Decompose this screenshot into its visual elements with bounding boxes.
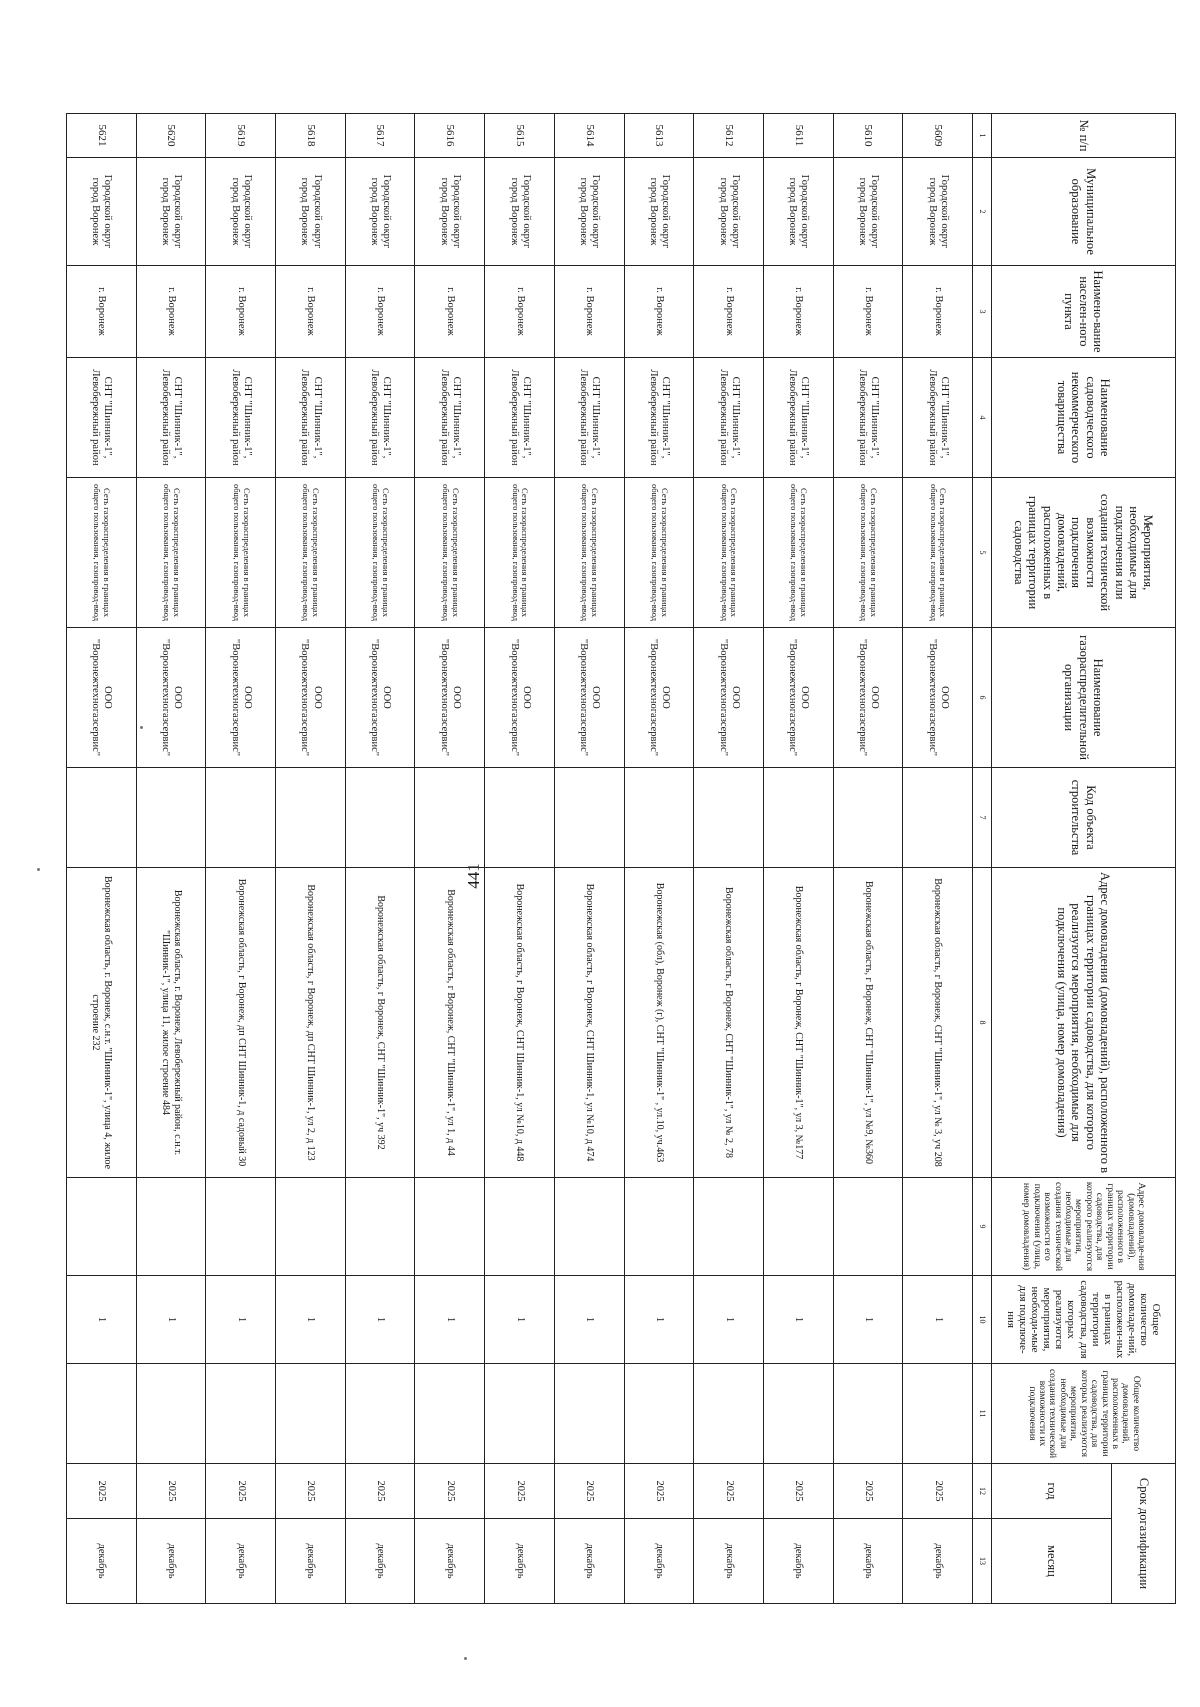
address-cell: Воронежская область, г Воронеж, дп СНТ Шинник-1, д садовый 30 xyxy=(206,868,276,1178)
object-code-cell xyxy=(833,768,903,868)
count-capability-cell xyxy=(276,1364,346,1464)
measures-cell: Сеть газораспределения в границах общего пользования, газопровод-ввод xyxy=(276,478,346,628)
address-capability-cell xyxy=(136,1178,206,1276)
month-cell: декабрь xyxy=(903,1519,973,1604)
year-cell: 2025 xyxy=(345,1464,415,1519)
count-cell: 1 xyxy=(903,1276,973,1364)
address-cell: Воронежская (обл), Воронеж (г), СНТ "Шинник-1" , ул.10, уч.463 xyxy=(624,868,694,1178)
header-object-code: Код объекта строительства xyxy=(992,768,1176,868)
measures-cell: Сеть газораспределения в границах общего пользования, газопровод-ввод xyxy=(763,478,833,628)
municipality-cell: Городской округ город Воронеж xyxy=(206,158,276,266)
header-count-connection: Общее количество домовладе-ний, расположен-ных в границах территории садоводства, для которых реализуются мероприятия, необходи-мые для подключе-ния xyxy=(992,1276,1176,1364)
snt-cell: СНТ "Шинник-1", Левобережный район xyxy=(345,358,415,478)
snt-cell: СНТ "Шинник-1", Левобережный район xyxy=(554,358,624,478)
address-cell: Воронежская область, г Воронеж, СНТ "Шинник-1", ул № 3, уч 208 xyxy=(903,868,973,1178)
object-code-cell xyxy=(206,768,276,868)
header-address-capability: Адрес домовладе-ния (домовладений), расположенного в границах территории садоводства, для которого реализуются мероприятия, необходимые для создания технической возможности его подключения (улица, номер домовладения) xyxy=(992,1178,1176,1276)
measures-cell: Сеть газораспределения в границах общего пользования, газопровод-ввод xyxy=(624,478,694,628)
address-capability-cell xyxy=(415,1178,485,1276)
measures-cell: Сеть газораспределения в границах общего пользования, газопровод-ввод xyxy=(833,478,903,628)
count-cell: 1 xyxy=(67,1276,137,1364)
column-number-cell: 5 xyxy=(973,478,992,628)
object-code-cell xyxy=(694,768,764,868)
settlement-cell: г. Воронеж xyxy=(415,266,485,358)
row-number-cell: 5610 xyxy=(833,114,903,158)
measures-cell: Сеть газораспределения в границах общего пользования, газопровод-ввод xyxy=(206,478,276,628)
column-number-cell: 3 xyxy=(973,266,992,358)
settlement-cell: г. Воронеж xyxy=(276,266,346,358)
count-capability-cell xyxy=(554,1364,624,1464)
column-number-cell: 4 xyxy=(973,358,992,478)
settlement-cell: г. Воронеж xyxy=(206,266,276,358)
scan-speck xyxy=(37,868,40,871)
count-cell: 1 xyxy=(833,1276,903,1364)
municipality-cell: Городской округ город Воронеж xyxy=(903,158,973,266)
month-cell: декабрь xyxy=(345,1519,415,1604)
month-cell: декабрь xyxy=(833,1519,903,1604)
snt-cell: СНТ "Шинник-1", Левобережный район xyxy=(415,358,485,478)
page-number-text: 441 xyxy=(464,863,483,889)
row-number-cell: 5613 xyxy=(624,114,694,158)
municipality-cell: Городской округ город Воронеж xyxy=(136,158,206,266)
measures-cell: Сеть газораспределения в границах общего пользования, газопровод-ввод xyxy=(485,478,555,628)
object-code-cell xyxy=(67,768,137,868)
municipality-cell: Городской округ город Воронеж xyxy=(554,158,624,266)
count-capability-cell xyxy=(624,1364,694,1464)
address-capability-cell xyxy=(554,1178,624,1276)
municipality-cell: Городской округ город Воронеж xyxy=(763,158,833,266)
gas-org-cell: ООО "Воронежтехногазсервис" xyxy=(485,628,555,768)
address-cell: Воронежская область, г Воронеж, дп СНТ Шинник-1, ул 2, д 123 xyxy=(276,868,346,1178)
year-cell: 2025 xyxy=(206,1464,276,1519)
column-number-cell: 12 xyxy=(973,1464,992,1519)
gas-org-cell: ООО "Воронежтехногазсервис" xyxy=(833,628,903,768)
measures-cell: Сеть газораспределения в границах общего пользования, газопровод-ввод xyxy=(415,478,485,628)
measures-cell: Сеть газораспределения в границах общего пользования, газопровод-ввод xyxy=(903,478,973,628)
month-cell: декабрь xyxy=(276,1519,346,1604)
count-cell: 1 xyxy=(554,1276,624,1364)
month-cell: декабрь xyxy=(67,1519,137,1604)
measures-cell: Сеть газораспределения в границах общего пользования, газопровод-ввод xyxy=(345,478,415,628)
municipality-cell: Городской округ город Воронеж xyxy=(485,158,555,266)
gas-org-cell: ООО "Воронежтехногазсервис" xyxy=(276,628,346,768)
municipality-cell: Городской округ город Воронеж xyxy=(694,158,764,266)
settlement-cell: г. Воронеж xyxy=(624,266,694,358)
count-capability-cell xyxy=(415,1364,485,1464)
measures-cell: Сеть газораспределения в границах общего пользования, газопровод-ввод xyxy=(554,478,624,628)
gas-org-cell: ООО "Воронежтехногазсервис" xyxy=(136,628,206,768)
measures-cell: Сеть газораспределения в границах общего пользования, газопровод-ввод xyxy=(136,478,206,628)
object-code-cell xyxy=(554,768,624,868)
table-row xyxy=(485,114,555,1604)
table-row xyxy=(694,114,764,1604)
object-code-cell xyxy=(415,768,485,868)
address-capability-cell xyxy=(903,1178,973,1276)
gas-org-cell: ООО "Воронежтехногазсервис" xyxy=(624,628,694,768)
settlement-cell: г. Воронеж xyxy=(554,266,624,358)
count-capability-cell xyxy=(763,1364,833,1464)
header-count-capability: Общее количество домовладений, расположенных в границах территории садоводства, для которых реализуются мероприятия, необходимые для создания технической возможности их подключения xyxy=(992,1364,1176,1464)
settlement-cell: г. Воронеж xyxy=(903,266,973,358)
address-cell: Воронежская область, г Воронеж, СНТ "Шинник-1", ул 3, №177 xyxy=(763,868,833,1178)
year-cell: 2025 xyxy=(276,1464,346,1519)
month-cell: декабрь xyxy=(206,1519,276,1604)
table-row xyxy=(67,114,137,1604)
table-row xyxy=(903,114,973,1604)
address-cell: Воронежская область, г Воронеж, СНТ "Шинник-1", ул 1, д 44 xyxy=(415,868,485,1178)
year-cell: 2025 xyxy=(903,1464,973,1519)
count-capability-cell xyxy=(345,1364,415,1464)
month-cell: декабрь xyxy=(136,1519,206,1604)
column-number-cell: 11 xyxy=(973,1364,992,1464)
settlement-cell: г. Воронеж xyxy=(485,266,555,358)
address-cell: Воронежская область, г Воронеж, СНТ "Шинник-1", ул №9, №360 xyxy=(833,868,903,1178)
address-capability-cell xyxy=(763,1178,833,1276)
column-number-cell: 8 xyxy=(973,868,992,1178)
gas-org-cell: ООО "Воронежтехногазсервис" xyxy=(206,628,276,768)
row-number-cell: 5609 xyxy=(903,114,973,158)
count-capability-cell xyxy=(833,1364,903,1464)
row-number-cell: 5621 xyxy=(67,114,137,158)
table-row xyxy=(624,114,694,1604)
row-number-cell: 5615 xyxy=(485,114,555,158)
municipality-cell: Городской округ город Воронеж xyxy=(833,158,903,266)
count-cell: 1 xyxy=(485,1276,555,1364)
table-row xyxy=(763,114,833,1604)
count-capability-cell xyxy=(206,1364,276,1464)
address-capability-cell xyxy=(694,1178,764,1276)
year-cell: 2025 xyxy=(67,1464,137,1519)
settlement-cell: г. Воронеж xyxy=(345,266,415,358)
settlement-cell: г. Воронеж xyxy=(694,266,764,358)
snt-cell: СНТ "Шинник-1", Левобережный район xyxy=(624,358,694,478)
year-cell: 2025 xyxy=(763,1464,833,1519)
municipality-cell: Городской округ город Воронеж xyxy=(276,158,346,266)
count-cell: 1 xyxy=(136,1276,206,1364)
count-cell: 1 xyxy=(694,1276,764,1364)
object-code-cell xyxy=(624,768,694,868)
gas-org-cell: ООО "Воронежтехногазсервис" xyxy=(415,628,485,768)
year-cell: 2025 xyxy=(415,1464,485,1519)
gas-org-cell: ООО "Воронежтехногазсервис" xyxy=(345,628,415,768)
column-number-cell: 7 xyxy=(973,768,992,868)
snt-cell: СНТ "Шинник-1", Левобережный район xyxy=(136,358,206,478)
month-cell: декабрь xyxy=(694,1519,764,1604)
header-row-number: № п/п xyxy=(992,114,1176,158)
address-cell: Воронежская область, г Воронеж, СНТ Шинник-1, ул №10, д 474 xyxy=(554,868,624,1178)
address-capability-cell xyxy=(833,1178,903,1276)
table-row xyxy=(415,114,485,1604)
table-row xyxy=(345,114,415,1604)
document-table-area xyxy=(66,113,1176,1603)
address-cell: Воронежская область, г. Воронеж, Левобережный район, с.н.т. "Шинник-1", улица 11, жилое строение 484 xyxy=(136,868,206,1178)
count-cell: 1 xyxy=(345,1276,415,1364)
row-number-cell: 5619 xyxy=(206,114,276,158)
month-cell: декабрь xyxy=(763,1519,833,1604)
municipality-cell: Городской округ город Воронеж xyxy=(345,158,415,266)
column-number-cell: 9 xyxy=(973,1178,992,1276)
snt-cell: СНТ "Шинник-1", Левобережный район xyxy=(833,358,903,478)
settlement-cell: г. Воронеж xyxy=(833,266,903,358)
gas-org-cell: ООО "Воронежтехногазсервис" xyxy=(763,628,833,768)
address-capability-cell xyxy=(206,1178,276,1276)
address-cell: Воронежская область, г. Воронеж, с.н.т. "Шинник-1", улица 4, жилое строение 232 xyxy=(67,868,137,1178)
snt-cell: СНТ "Шинник-1", Левобережный район xyxy=(763,358,833,478)
header-municipality: Муниципальное образование xyxy=(992,158,1176,266)
month-cell: декабрь xyxy=(485,1519,555,1604)
row-number-cell: 5612 xyxy=(694,114,764,158)
object-code-cell xyxy=(763,768,833,868)
column-number-cell: 10 xyxy=(973,1276,992,1364)
header-snt: Наименование садоводческого некоммерческого товарищества xyxy=(992,358,1176,478)
table-row xyxy=(833,114,903,1604)
count-capability-cell xyxy=(67,1364,137,1464)
address-cell: Воронежская область, г Воронеж, СНТ "Шинник-1", уч 392 xyxy=(345,868,415,1178)
gas-org-cell: ООО "Воронежтехногазсервис" xyxy=(903,628,973,768)
address-cell: Воронежская область, г Воронеж, СНТ "Шинник-1", ул № 2, 78 xyxy=(694,868,764,1178)
settlement-cell: г. Воронеж xyxy=(136,266,206,358)
measures-cell: Сеть газораспределения в границах общего пользования, газопровод-ввод xyxy=(67,478,137,628)
table-row xyxy=(206,114,276,1604)
object-code-cell xyxy=(485,768,555,868)
snt-cell: СНТ "Шинник-1", Левобережный район xyxy=(485,358,555,478)
snt-cell: СНТ "Шинник-1", Левобережный район xyxy=(206,358,276,478)
count-cell: 1 xyxy=(206,1276,276,1364)
municipality-cell: Городской округ город Воронеж xyxy=(415,158,485,266)
settlement-cell: г. Воронеж xyxy=(763,266,833,358)
snt-cell: СНТ "Шинник-1", Левобережный район xyxy=(694,358,764,478)
count-capability-cell xyxy=(903,1364,973,1464)
table-row xyxy=(276,114,346,1604)
row-number-cell: 5617 xyxy=(345,114,415,158)
scan-speck xyxy=(464,1657,467,1660)
gasification-table xyxy=(66,113,1176,1604)
column-number-cell: 2 xyxy=(973,158,992,266)
year-cell: 2025 xyxy=(833,1464,903,1519)
row-number-cell: 5616 xyxy=(415,114,485,158)
header-deadline: Срок догазификации xyxy=(1112,1464,1176,1604)
address-capability-cell xyxy=(345,1178,415,1276)
header-gas-org: Наименование газораспределительной организации xyxy=(992,628,1176,768)
header-address-connection: Адрес домовладения (домовладений), расположенного в границах территории садоводства, для которого реализуются мероприятия, необходимые для подключения (улица, номер домовладения) xyxy=(992,868,1176,1178)
settlement-cell: г. Воронеж xyxy=(67,266,137,358)
row-number-cell: 5611 xyxy=(763,114,833,158)
address-capability-cell xyxy=(485,1178,555,1276)
municipality-cell: Городской округ город Воронеж xyxy=(67,158,137,266)
snt-cell: СНТ "Шинник-1", Левобережный район xyxy=(276,358,346,478)
column-number-cell: 6 xyxy=(973,628,992,768)
year-cell: 2025 xyxy=(694,1464,764,1519)
table-row xyxy=(554,114,624,1604)
object-code-cell xyxy=(903,768,973,868)
count-capability-cell xyxy=(694,1364,764,1464)
gas-org-cell: ООО "Воронежтехногазсервис" xyxy=(694,628,764,768)
count-cell: 1 xyxy=(415,1276,485,1364)
object-code-cell xyxy=(345,768,415,868)
year-cell: 2025 xyxy=(485,1464,555,1519)
count-capability-cell xyxy=(136,1364,206,1464)
header-year: год xyxy=(992,1464,1112,1519)
snt-cell: СНТ "Шинник-1", Левобережный район xyxy=(67,358,137,478)
column-number-row xyxy=(973,114,992,1604)
table-row xyxy=(136,114,206,1604)
address-capability-cell xyxy=(67,1178,137,1276)
month-cell: декабрь xyxy=(624,1519,694,1604)
object-code-cell xyxy=(276,768,346,868)
month-cell: декабрь xyxy=(554,1519,624,1604)
header-measures: Мероприятия, необходимые для подключения или создания технической возможности подключения домовладений, расположенных в границах территории садоводства xyxy=(992,478,1176,628)
count-cell: 1 xyxy=(276,1276,346,1364)
municipality-cell: Городской округ город Воронеж xyxy=(624,158,694,266)
year-cell: 2025 xyxy=(136,1464,206,1519)
address-capability-cell xyxy=(624,1178,694,1276)
address-capability-cell xyxy=(276,1178,346,1276)
column-number-cell: 13 xyxy=(973,1519,992,1604)
column-number-cell: 1 xyxy=(973,114,992,158)
count-cell: 1 xyxy=(624,1276,694,1364)
month-cell: декабрь xyxy=(415,1519,485,1604)
year-cell: 2025 xyxy=(554,1464,624,1519)
count-cell: 1 xyxy=(763,1276,833,1364)
address-cell: Воронежская область, г Воронеж, СНТ Шинник-1, ул №10, д 448 xyxy=(485,868,555,1178)
object-code-cell xyxy=(136,768,206,868)
gas-org-cell: ООО "Воронежтехногазсервис" xyxy=(67,628,137,768)
header-settlement: Наимено-вание населен-ного пункта xyxy=(992,266,1176,358)
row-number-cell: 5618 xyxy=(276,114,346,158)
header-month: месяц xyxy=(992,1519,1112,1604)
year-cell: 2025 xyxy=(624,1464,694,1519)
row-number-cell: 5620 xyxy=(136,114,206,158)
snt-cell: СНТ "Шинник-1", Левобережный район xyxy=(903,358,973,478)
count-capability-cell xyxy=(485,1364,555,1464)
gas-org-cell: ООО "Воронежтехногазсервис" xyxy=(554,628,624,768)
measures-cell: Сеть газораспределения в границах общего пользования, газопровод-ввод xyxy=(694,478,764,628)
row-number-cell: 5614 xyxy=(554,114,624,158)
